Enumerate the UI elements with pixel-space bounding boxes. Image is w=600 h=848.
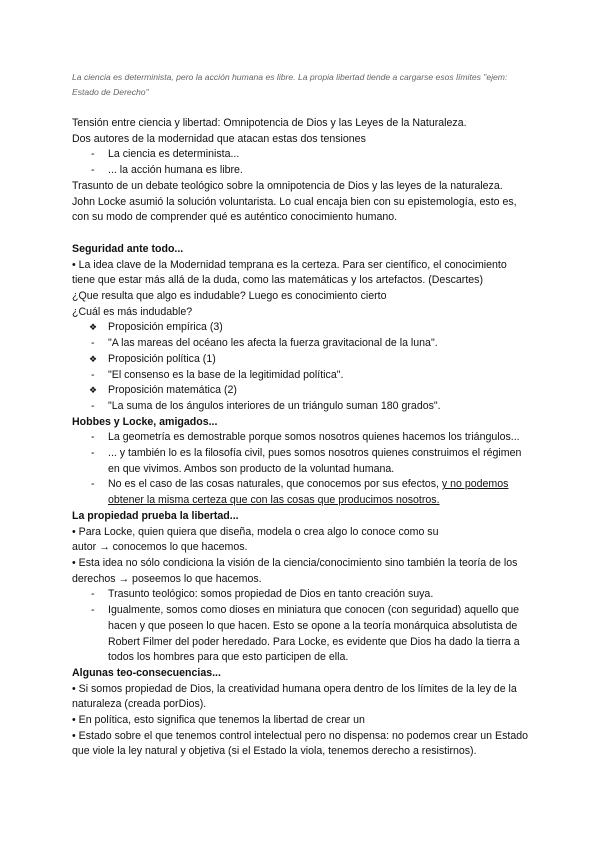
- proposition-list: [72, 320, 532, 414]
- intro-quote: La ciencia es determinista, pero la acción humana es libre. La propia libertad tiende a cargarse esos límites "ejem: Estado de Derecho": [72, 72, 508, 97]
- paragraph: Tensión entre ciencia y libertad: Omnipotencia de Dios y las Leyes de la Naturaleza.: [72, 117, 467, 129]
- paragraph: ¿Cuál es más indudable?: [72, 305, 193, 318]
- paragraph: John Locke asumió la solución voluntarista. Lo cual encaja bien con su epistemología, esto es, con su modo de comprender qué es auténtico conocimiento humano.: [72, 195, 517, 224]
- list-item: - ... y también lo es la filosofía civil, pues somos nosotros quienes construimos el régimen en que vivimos. Ambos son producto de la voluntad humana.: [72, 446, 532, 477]
- paragraph: • En política, esto significa que tenemos la libertad de crear un: [72, 714, 365, 727]
- list-item: - "La suma de los ángulos interiores de un triángulo suman 180 grados".: [72, 399, 532, 415]
- list-item: ❖ Proposición política (1): [72, 352, 532, 368]
- paragraph: • Esta idea no sólo condiciona la visión de la ciencia/conocimiento sino también la teoría de los derechos → poseemos lo que hacemos.: [72, 556, 518, 585]
- paragraph: • Si somos propiedad de Dios, la creatividad humana opera dentro de los límites de la ley de la naturaleza (creada porDios).: [72, 682, 517, 711]
- list-item: ❖ Proposición matemática (2): [72, 383, 532, 399]
- list-item: - "El consenso es la base de la legitimidad política".: [72, 368, 532, 384]
- underlined-text: y no podemos obtener la misma certeza que con las cosas que producimos nosotros.: [108, 478, 509, 507]
- section-heading: Hobbes y Locke, amigados...: [72, 415, 218, 428]
- list-item: - La ciencia es determinista...: [72, 147, 532, 163]
- diamond-bullet-icon: ❖: [89, 322, 98, 333]
- list-item: - "A las mareas del océano les afecta la fuerza gravitacional de la luna".: [72, 336, 532, 352]
- paragraph: ¿Que resulta que algo es indudable? Luego es conocimiento cierto: [72, 290, 387, 303]
- list-item: ❖ Proposición empírica (3): [72, 320, 532, 336]
- diamond-bullet-icon: ❖: [89, 385, 98, 396]
- paragraph: autor → conocemos lo que hacemos.: [72, 541, 248, 554]
- dash-list: [72, 430, 532, 509]
- diamond-bullet-icon: ❖: [89, 353, 98, 364]
- paragraph: Trasunto de un debate teológico sobre la omnipotencia de Dios y las leyes de la naturaleza.: [72, 179, 503, 192]
- list-item: - ... la acción humana es libre.: [72, 163, 532, 179]
- document-page: [72, 70, 532, 760]
- list-item: - La geometría es demostrable porque somos nosotros quienes hacemos los triángulos...: [72, 430, 532, 446]
- paragraph: • Estado sobre el que tenemos control intelectual pero no dispensa: no podemos crear un Estado que viole la ley natural y objetiva (si el Estado la viola, tenemos derecho a resistirnos).: [72, 729, 528, 758]
- section-heading: Seguridad ante todo...: [72, 242, 184, 255]
- list-item: - Trasunto teológico: somos propiedad de Dios en tanto creación suya.: [72, 587, 532, 603]
- section-heading: Algunas teo-consecuencias...: [72, 666, 221, 679]
- dash-list: [72, 587, 532, 666]
- paragraph: • Para Locke, quien quiera que diseña, modela o crea algo lo conoce como su: [72, 525, 439, 538]
- list-item: - Igualmente, somos como dioses en miniatura que conocen (con seguridad) aquello que hacen y que poseen lo que hacen. Esto se opone a la teoría monárquica absolutista de Robert Filmer del poder heredado. Para Locke, es evidente que Dios ha dado la tierra a todos los hombres para que esto participen de ella.: [72, 603, 532, 666]
- paragraph: Dos autores de la modernidad que atacan estas dos tensiones: [72, 132, 366, 145]
- dash-list: [72, 147, 532, 178]
- list-item: - No es el caso de las cosas naturales, que conocemos por sus efectos, y no podemos obtener la misma certeza que con las cosas que producimos nosotros.: [72, 477, 532, 508]
- paragraph: • La idea clave de la Modernidad temprana es la certeza. Para ser científico, el conocimiento tiene que estar más allá de la duda, como las matemáticas y los artefactos. (Descartes): [72, 258, 507, 287]
- section-heading: La propiedad prueba la libertad...: [72, 509, 239, 522]
